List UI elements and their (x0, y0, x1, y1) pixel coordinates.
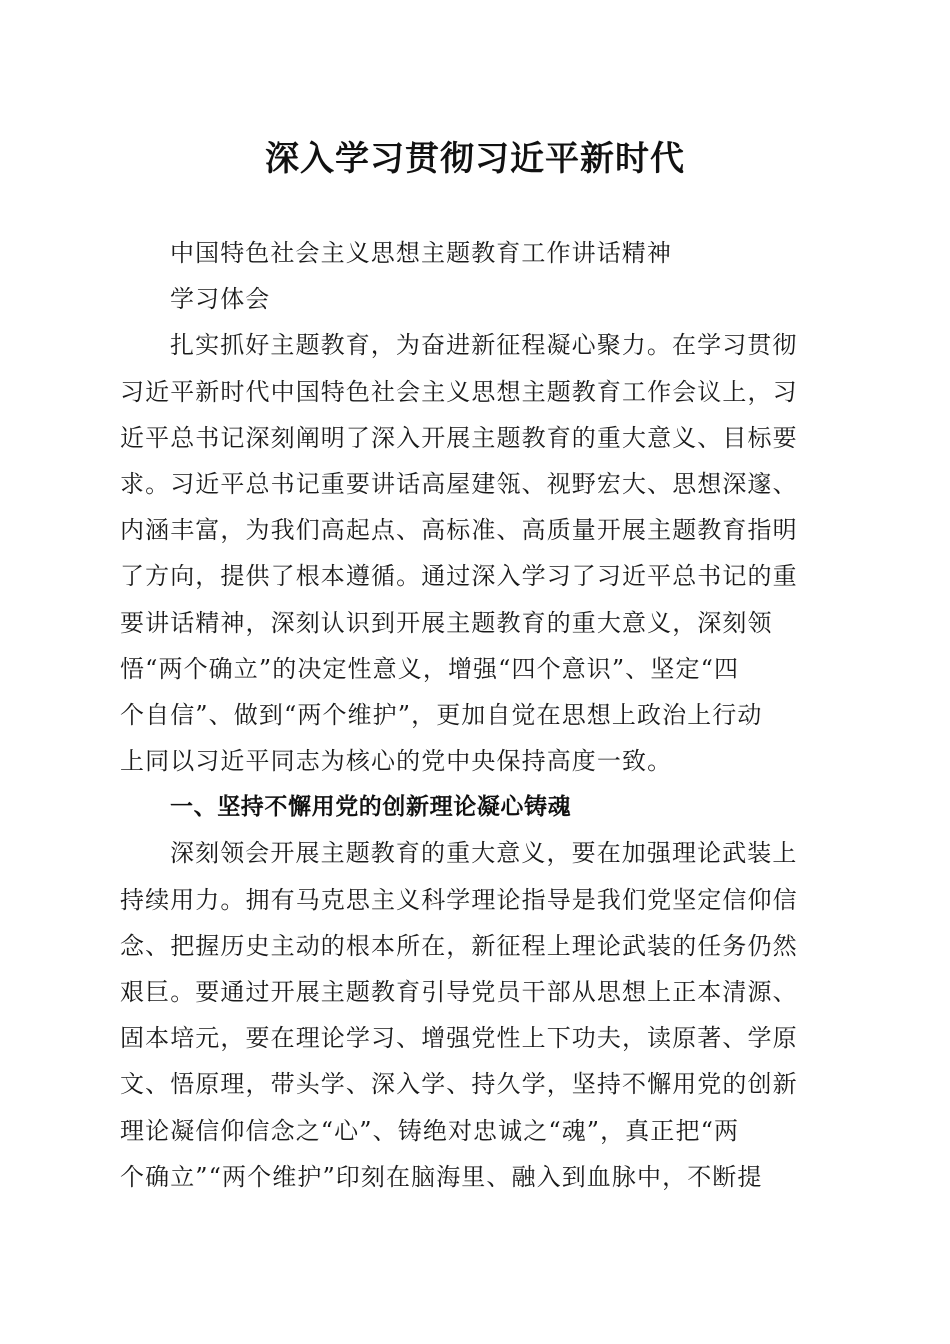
paragraph-1-line-3: 近平总书记深刻阐明了深入开展主题教育的重大意义、目标要 (120, 423, 798, 452)
subtitle-line-1: 中国特色社会主义思想主题教育工作讲话精神 (170, 239, 672, 267)
paragraph-1-line-1: 扎实抓好主题教育，为奋进新征程凝心聚力。在学习贯彻 (170, 331, 798, 360)
paragraph-1-line-6: 了方向，提供了根本遵循。通过深入学习了习近平总书记的重 (120, 562, 798, 591)
paragraph-2-line-4: 艰巨。要通过开展主题教育引导党员干部从思想上正本清源、 (120, 978, 798, 1006)
document-title: 深入学习贯彻习近平新时代 (265, 139, 685, 179)
paragraph-2-line-7: 理论凝信仰信念之“心”、铸绝对忠诚之“魂”，真正把“两 (120, 1116, 740, 1145)
paragraph-2-line-2: 持续用力。拥有马克思主义科学理论指导是我们党坚定信仰信 (120, 885, 798, 914)
paragraph-2-line-1: 深刻领会开展主题教育的重大意义，要在加强理论武装上 (170, 839, 798, 868)
document-body (120, 230, 830, 1200)
paragraph-1-line-10: 上同以习近平同志为核心的党中央保持高度一致。 (120, 747, 673, 776)
paragraph-1-line-2: 习近平新时代中国特色社会主义思想主题教育工作会议上，习 (120, 377, 798, 406)
paragraph-1-line-7: 要讲话精神，深刻认识到开展主题教育的重大意义，深刻领 (120, 608, 773, 637)
subtitle-line-2: 学习体会 (170, 285, 271, 314)
paragraph-1-line-9: 个自信”、做到“两个维护”，更加自觉在思想上政治上行动 (120, 700, 763, 729)
paragraph-2-line-6: 文、悟原理，带头学、深入学、持久学，坚持不懈用党的创新 (120, 1070, 798, 1099)
paragraph-1-line-8: 悟“两个确立”的决定性意义，增强“四个意识”、坚定“四 (120, 654, 740, 683)
paragraph-1-line-4: 求。习近平总书记重要讲话高屋建瓴、视野宏大、思想深邃、 (120, 469, 798, 498)
section-heading-1: 一、坚持不懈用党的创新理论凝心铸魂 (170, 794, 572, 821)
paragraph-2-line-5: 固本培元，要在理论学习、增强党性上下功夫，读原著、学原 (120, 1024, 798, 1053)
paragraph-1-line-5: 内涵丰富，为我们高起点、高标准、高质量开展主题教育指明 (120, 516, 798, 545)
paragraph-2-line-3: 念、把握历史主动的根本所在，新征程上理论武装的任务仍然 (120, 931, 798, 960)
paragraph-2-line-8: 个确立”“两个维护”印刻在脑海里、融入到血脉中，不断提 (120, 1162, 763, 1191)
